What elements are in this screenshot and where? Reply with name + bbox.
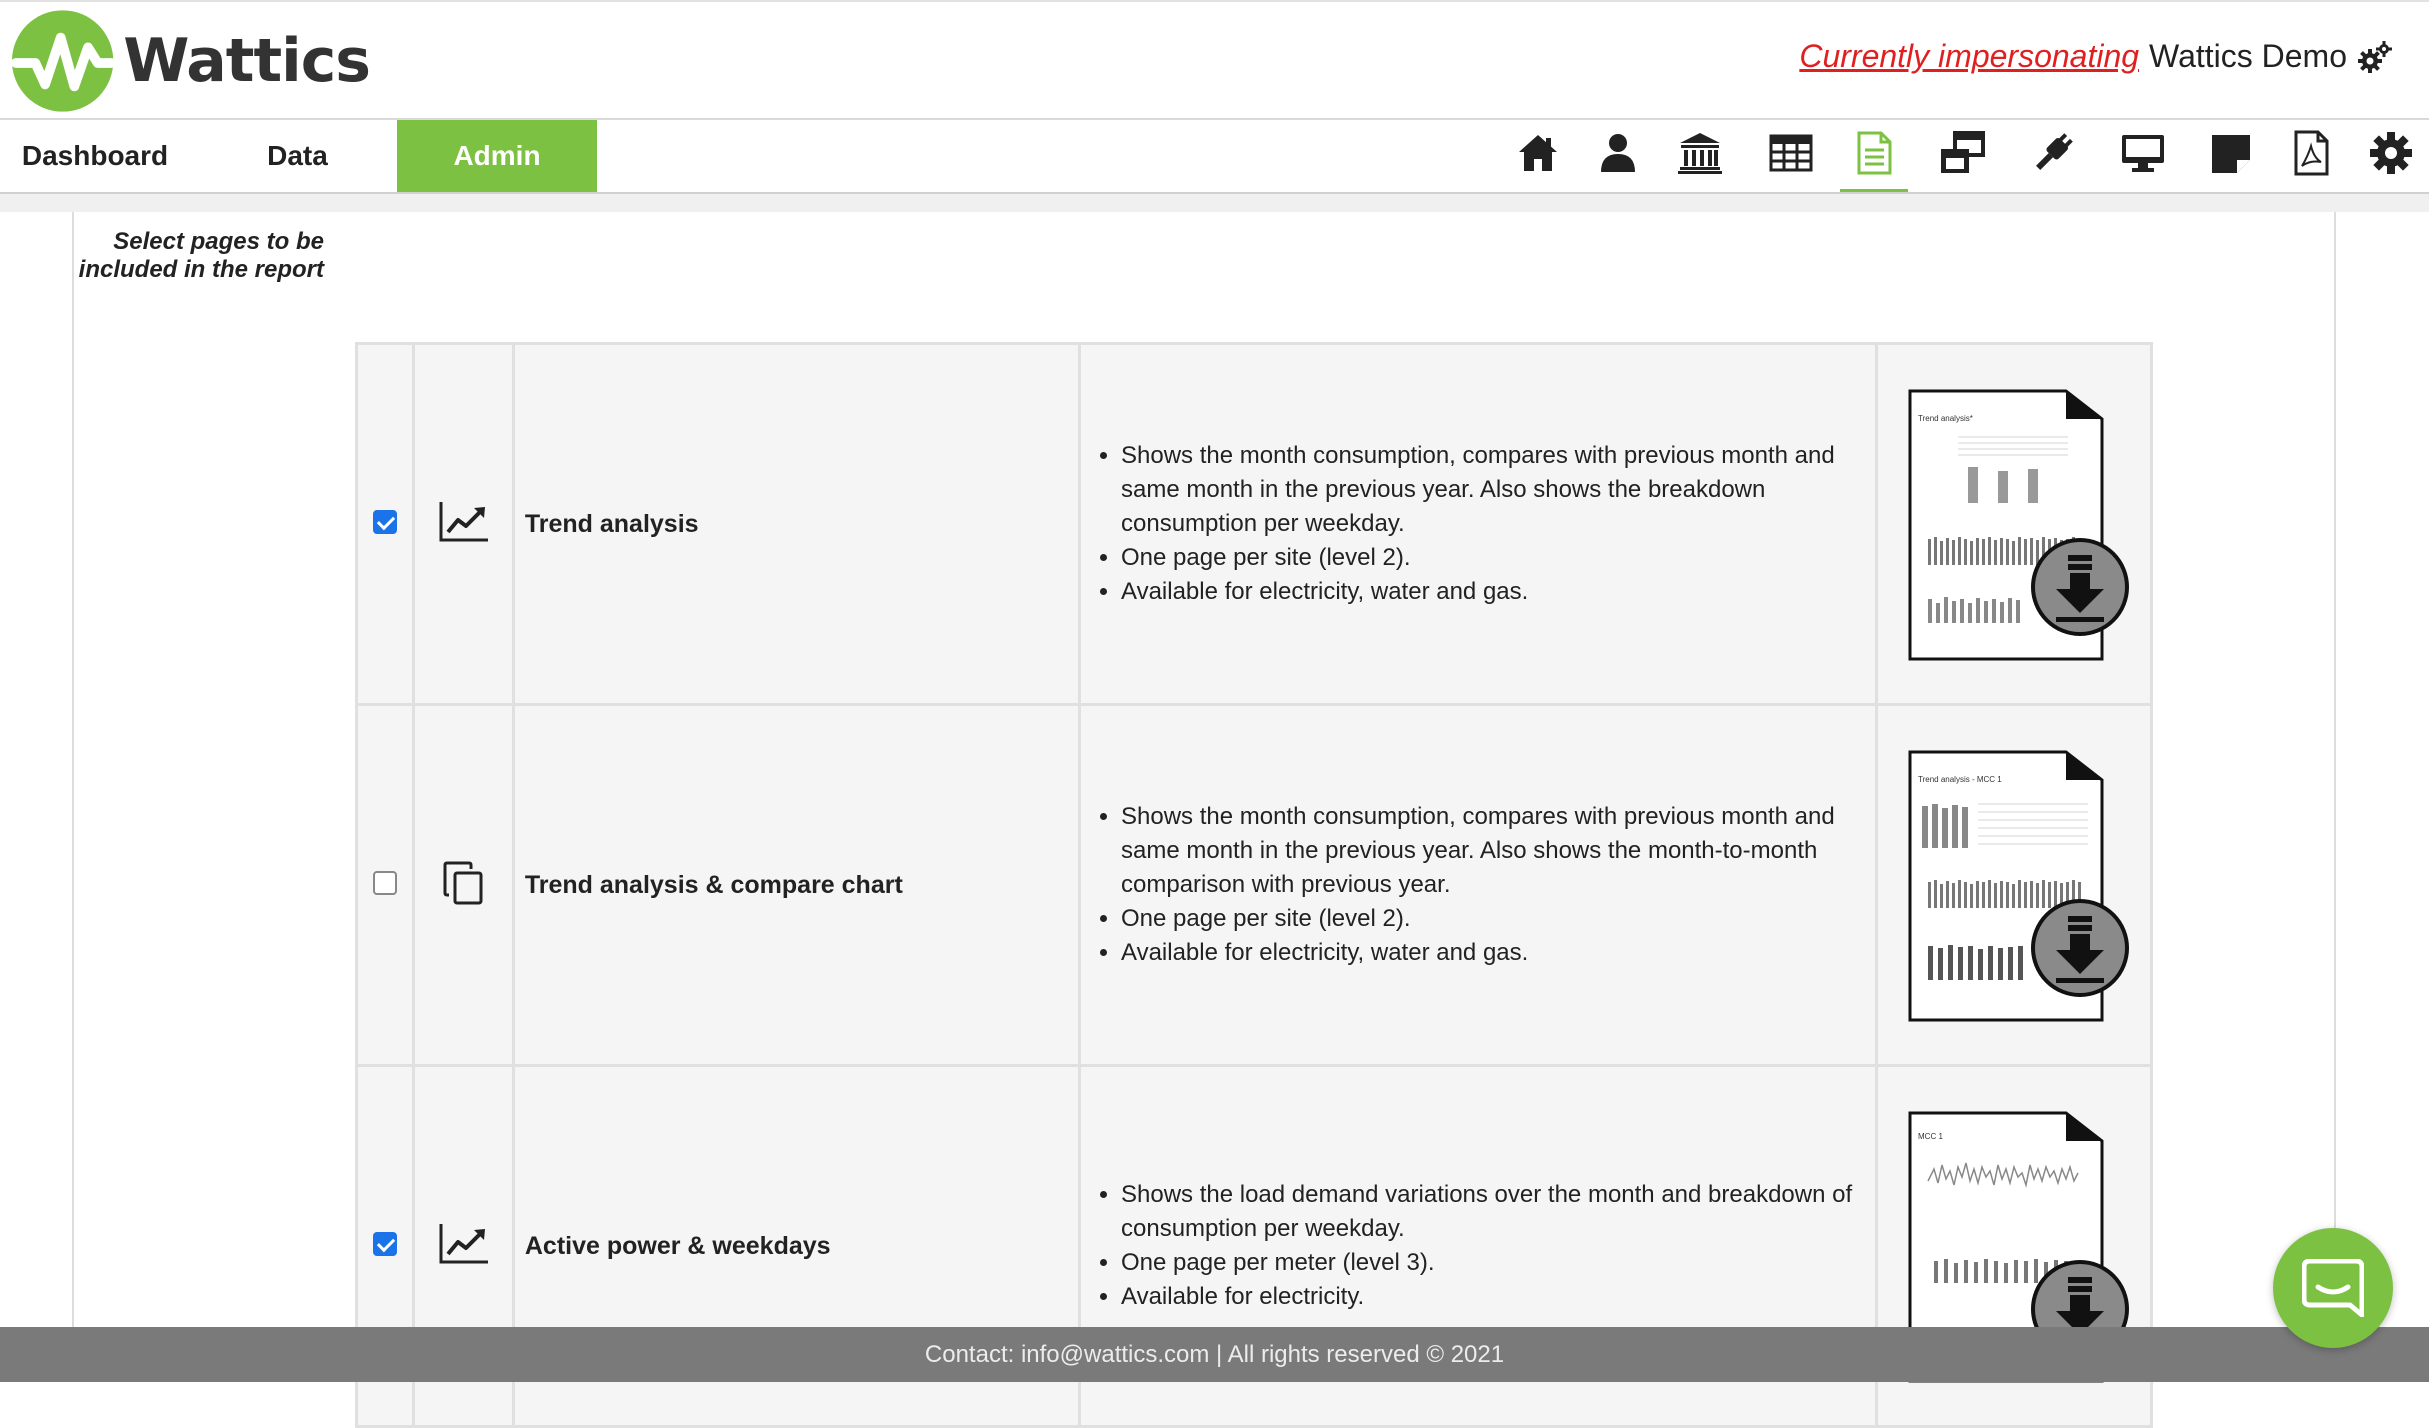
preview-title: Trend analysis - MCC 1 [1918,775,2003,784]
list-item: • Shows the load demand variations over the month and breakdown of consumption per weekday. [1121,1178,1875,1246]
table-row [357,705,2152,1066]
windows-icon[interactable] [1934,130,1990,186]
list-item: • One page per site (level 2). [1121,902,1875,936]
plug-icon[interactable] [2025,130,2081,186]
trend-chart-icon [438,1222,490,1266]
subheader-bar [0,194,2429,212]
settings-icon[interactable] [2363,130,2419,186]
pdf-icon[interactable] [2283,130,2339,186]
list-item: • Available for electricity, water and gas. [1121,936,1875,970]
row-icon-cell [414,705,514,1066]
page-title: Trend analysis & compare chart [513,705,1079,1066]
include-checkbox[interactable] [373,510,397,534]
preview-title: Trend analysis* [1918,414,1974,423]
gears-icon[interactable] [2357,39,2393,75]
list-item: • Available for electricity, water and gas. [1121,575,1875,609]
row-icon-cell [414,344,514,705]
user-icon[interactable] [1590,130,1646,186]
page-title: Trend analysis [513,344,1079,705]
page-description [1080,705,1877,1066]
preview-title: MCC 1 [1918,1132,1944,1141]
impersonation-warning-link[interactable]: Currently impersonating [1799,38,2140,74]
tab-admin[interactable]: Admin [397,120,597,192]
monitor-icon[interactable] [2115,130,2171,186]
section-label: Select pages to be included in the report [78,228,324,283]
download-icon[interactable] [2030,898,2130,998]
report-pages-table [355,342,2153,1428]
footer: Contact: info@wattics.com | All rights reserved © 2021 [0,1327,2429,1382]
table-row [357,344,2152,705]
download-icon[interactable] [2030,537,2130,637]
impersonated-user: Wattics Demo [2149,38,2347,74]
compare-copy-icon [438,861,490,905]
chat-icon [2302,1259,2364,1317]
tab-dashboard[interactable]: Dashboard [21,140,169,171]
preview-cell [1877,344,2152,705]
logo[interactable] [10,7,370,115]
trend-chart-icon [438,500,490,544]
row-checkbox-cell [357,705,414,1066]
main-nav [0,120,2429,194]
include-checkbox[interactable] [373,1232,397,1256]
page-title: Active power & weekdays [513,1066,1079,1427]
report-icon[interactable] [1846,130,1902,186]
tab-data[interactable]: Data [267,140,328,171]
list-item: • One page per meter (level 3). [1121,1246,1875,1280]
table-icon[interactable] [1763,130,1819,186]
header [0,2,2429,120]
brand-name: Wattics [123,26,370,96]
chat-launcher-button[interactable] [2273,1228,2393,1348]
report-settings-panel [72,212,2336,1327]
list-item: • Available for electricity. [1121,1280,1875,1314]
list-item: • Shows the month consumption, compares with previous month and same month in the previous year. Also shows the breakdown consumption per weekday. [1121,439,1875,541]
list-item: • Shows the month consumption, compares with previous month and same month in the previous year. Also shows the month-to-month comparison with previous year. [1121,800,1875,902]
include-checkbox[interactable] [373,871,397,895]
home-icon[interactable] [1510,130,1566,186]
page-description [1080,344,1877,705]
row-checkbox-cell [357,344,414,705]
note-icon[interactable] [2203,130,2259,186]
preview-cell [1877,705,2152,1066]
list-item: • One page per site (level 2). [1121,541,1875,575]
impersonation-banner [1799,38,2393,75]
bank-icon[interactable] [1672,130,1728,186]
wattics-logo-icon [10,7,115,115]
